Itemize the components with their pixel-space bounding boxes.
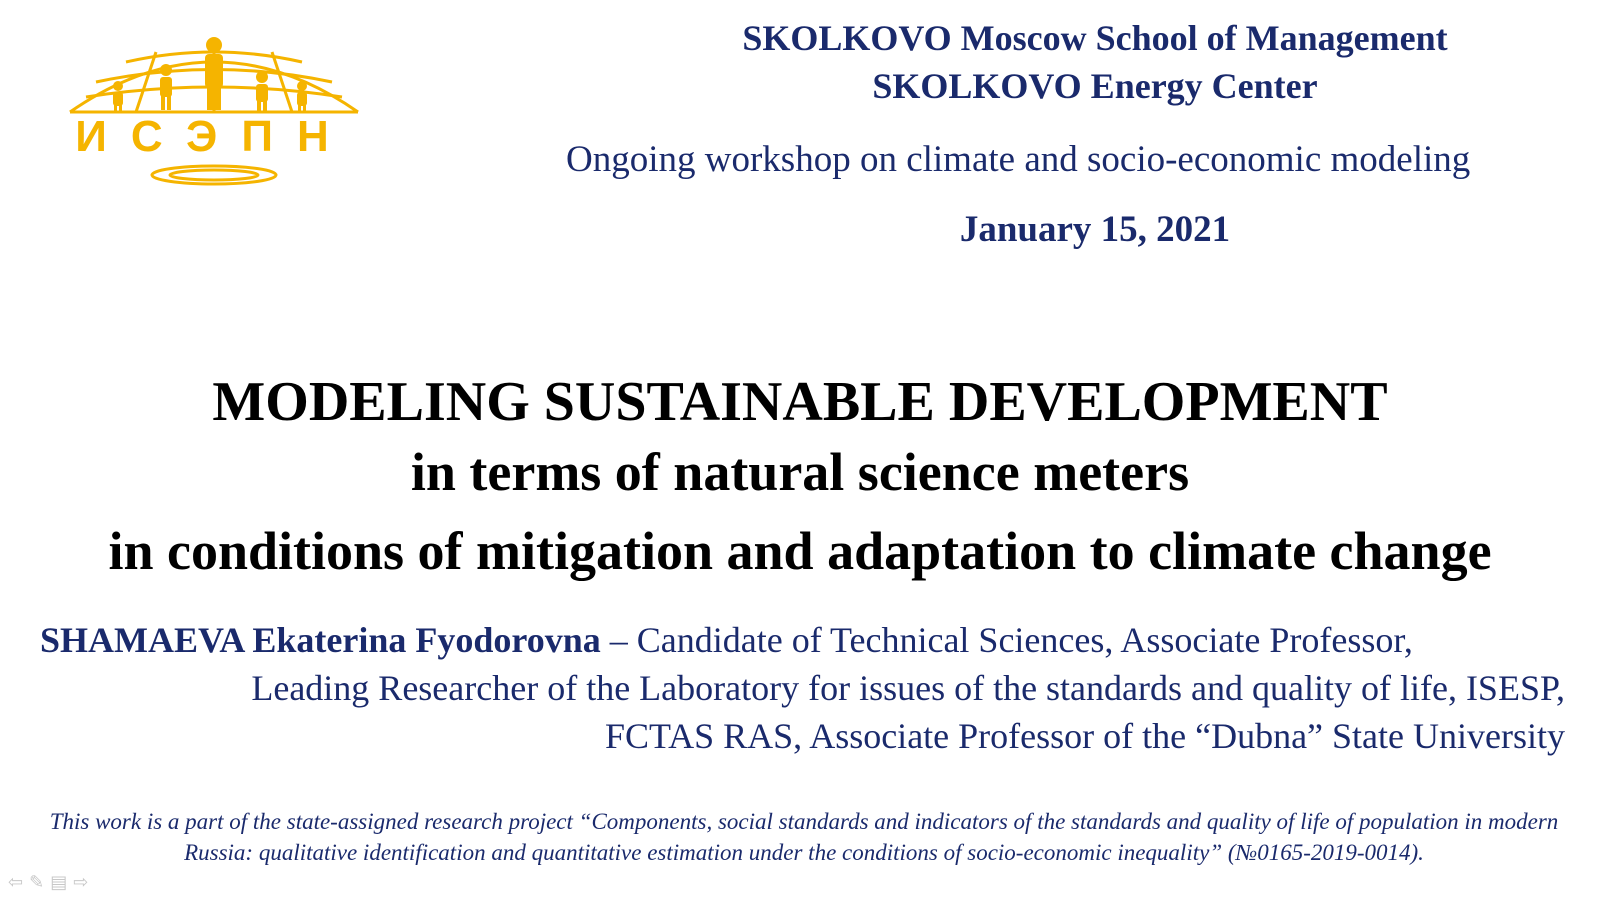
org-line2: SKOLKOVO Energy Center <box>872 66 1318 106</box>
header <box>560 14 1600 110</box>
slide-nav <box>8 872 88 893</box>
presentation-title <box>0 372 1600 590</box>
author-line1 <box>40 616 1565 664</box>
org-line1: SKOLKOVO Moscow School of Management <box>742 18 1448 58</box>
logo-text: ИСЭПН <box>75 112 353 161</box>
author-line3: FCTAS RAS, Associate Professor of the “Dubna” State University <box>604 716 1565 756</box>
pen-icon[interactable]: ✎ <box>29 872 45 893</box>
author-credentials: – Candidate of Technical Sciences, Associate Professor, <box>600 620 1413 660</box>
footnote: This work is a part of the state-assigned research project “Components, social standards and indicators of the standards and quality of life of population in modern Russia: qualitative identification and quantitative estimation under the conditions of socio-economic inequality” (№0165-2019-0014). <box>49 809 1559 865</box>
workshop-title: Ongoing workshop on climate and socio-economic modeling <box>566 139 1471 180</box>
author-block <box>40 616 1565 760</box>
title-line3: in conditions of mitigation and adaptation to climate change <box>108 521 1492 581</box>
event-date: January 15, 2021 <box>959 209 1231 250</box>
title-line2: in terms of natural science meters <box>410 442 1190 502</box>
arrow-left-icon[interactable]: ⇦ <box>8 872 24 893</box>
arrow-right-icon[interactable]: ⇨ <box>73 872 89 893</box>
author-line2: Leading Researcher of the Laboratory for issues of the standards and quality of life, ISESP, <box>251 668 1565 708</box>
title-main: MODELING SUSTAINABLE DEVELOPMENT <box>212 371 1388 433</box>
menu-icon[interactable]: ▤ <box>50 872 68 893</box>
isepn-logo <box>66 32 362 192</box>
author-name: SHAMAEVA Ekaterina Fyodorovna <box>40 620 601 660</box>
